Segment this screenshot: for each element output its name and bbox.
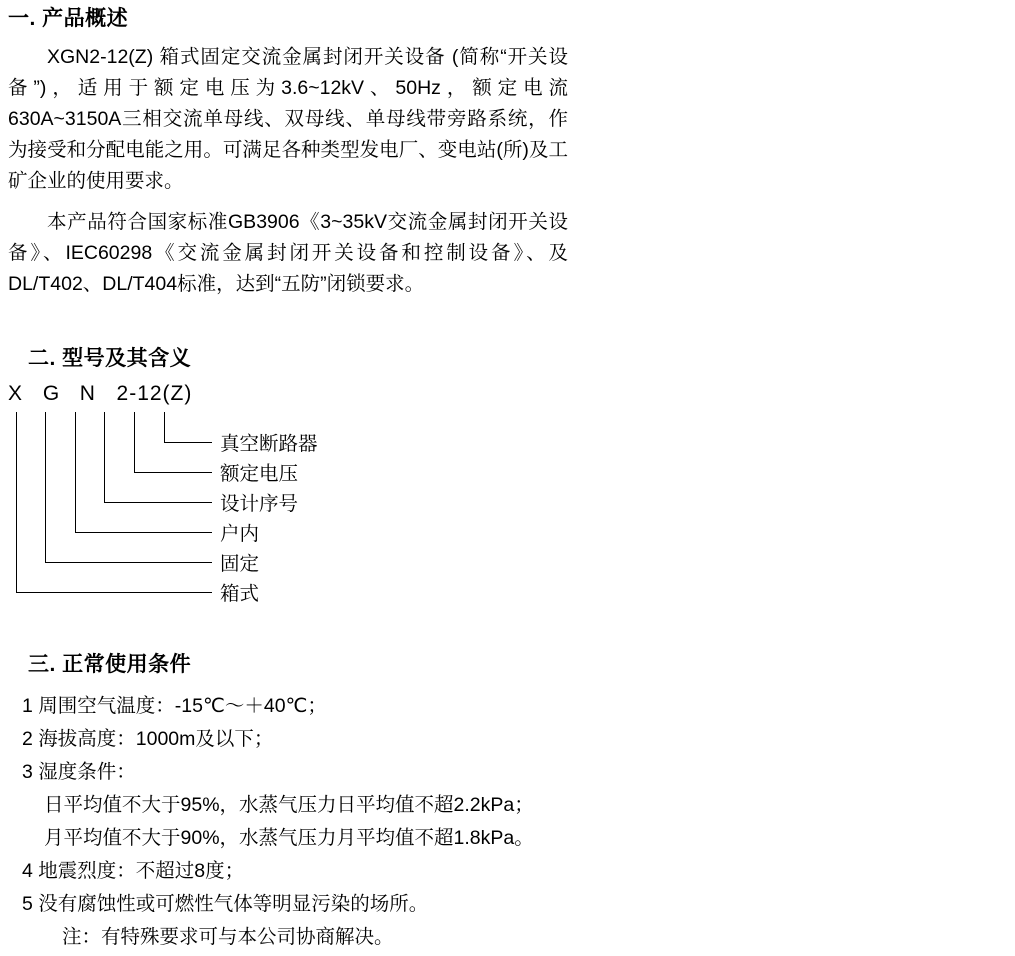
paragraph-standards (8, 207, 568, 300)
model-code-text (8, 382, 192, 406)
leader-line-horizontal-4 (75, 532, 212, 533)
leader-line-horizontal-1 (164, 442, 212, 443)
section-heading-model-designation: 二. 型号及其含义 (28, 347, 192, 370)
list-item: 2 海拔高度：1000m及以下； (22, 728, 274, 750)
model-label-rated-voltage: 额定电压 (220, 463, 299, 485)
list-item: 5 没有腐蚀性或可燃性气体等明显污染的场所。 (22, 893, 429, 915)
service-conditions-list (22, 690, 622, 954)
model-label-design-serial: 设计序号 (220, 493, 299, 515)
leader-line-horizontal-3 (104, 502, 212, 503)
paragraph-text: XGN2-12(Z) 箱式固定交流金属封闭开关设备 (简称“开关设备”)，适用于额定电压为3.6~12kV、50Hz，额定电流630A~3150A三相交流单母线、双母线、单母线带旁路系统，作为接受和分配电能之用。可满足各种类型发电厂、变电站(所)及工矿企业的使用要求。 (8, 46, 568, 192)
section-heading-product-overview: 一. 产品概述 (8, 7, 129, 30)
model-label-fixed: 固定 (220, 553, 260, 575)
model-char-x: X (8, 382, 24, 405)
model-char-rest: 2-12(Z) (116, 382, 193, 405)
leader-line-horizontal-6 (16, 592, 212, 593)
leader-line-vertical-3 (104, 412, 105, 502)
leader-line-vertical-5 (45, 412, 46, 562)
model-label-indoor: 户内 (220, 523, 260, 545)
leader-line-vertical-1 (164, 412, 165, 442)
list-item-note: 注：有特殊要求可与本公司协商解决。 (62, 926, 394, 948)
leader-line-horizontal-5 (45, 562, 212, 563)
paragraph-text: 本产品符合国家标准GB3906《3~35kV交流金属封闭开关设备》、IEC60298《交流金属封闭开关设备和控制设备》、及DL/T402、DL/T404标准，达到“五防”闭锁要求。 (8, 211, 568, 295)
leader-line-vertical-2 (134, 412, 135, 472)
paragraph-product-description (8, 42, 568, 197)
model-label-box-type: 箱式 (220, 583, 260, 605)
model-label-vacuum-breaker: 真空断路器 (220, 433, 318, 455)
section-heading-service-conditions: 三. 正常使用条件 (28, 653, 192, 676)
list-item: 4 地震烈度：不超过8度； (22, 860, 245, 882)
model-code-diagram (8, 382, 568, 622)
model-char-n: N (79, 382, 96, 405)
model-char-g: G (42, 382, 61, 405)
list-item-sub: 月平均值不大于90%，水蒸气压力月平均值不超1.8kPa。 (44, 827, 534, 849)
list-item: 3 湿度条件： (22, 761, 136, 783)
list-item-sub: 日平均值不大于95%，水蒸气压力日平均值不超2.2kPa； (44, 794, 534, 816)
leader-line-vertical-4 (75, 412, 76, 532)
leader-line-vertical-6 (16, 412, 17, 592)
list-item: 1 周围空气温度：-15℃～＋40℃； (22, 695, 327, 717)
leader-line-horizontal-2 (134, 472, 212, 473)
